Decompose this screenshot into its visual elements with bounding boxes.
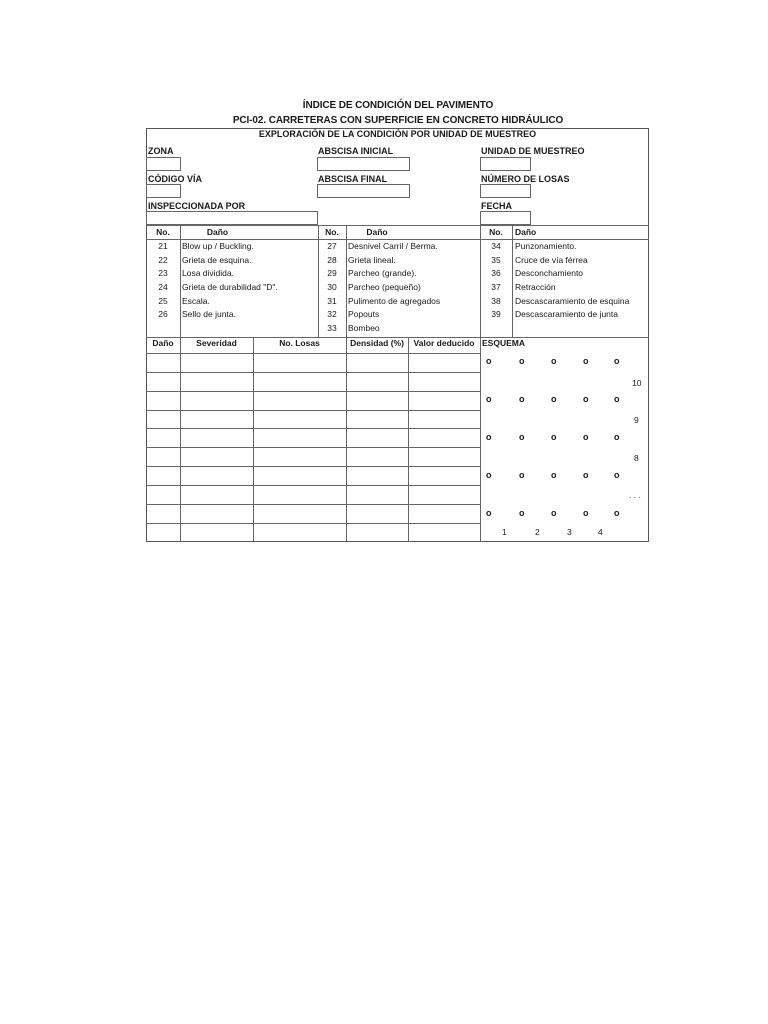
label-inspeccionada-por: INSPECCIONADA POR: [148, 201, 246, 211]
label-unidad-muestreo: UNIDAD DE MUESTREO: [481, 146, 585, 156]
damage-no: 37: [491, 282, 501, 292]
col-dano-header-1: Daño: [206, 227, 229, 237]
label-numero-losas: NÚMERO DE LOSAS: [481, 174, 570, 184]
label-zona: ZONA: [148, 146, 174, 156]
damage-no: 34: [491, 241, 501, 251]
slab-dot: o: [551, 508, 557, 518]
damage-no: 31: [327, 296, 337, 306]
damage-desc: Grieta lineal.: [348, 255, 396, 265]
damage-no: 38: [491, 296, 501, 306]
damage-no: 25: [158, 296, 168, 306]
record-header-dano: Daño: [152, 338, 174, 348]
damage-desc: Parcheo (grande).: [348, 268, 417, 278]
esquema-title: ESQUEMA: [482, 338, 525, 348]
slab-dot: o: [519, 508, 525, 518]
record-header-no-losas: No. Losas: [279, 338, 320, 348]
damage-desc: Grieta de esquina.: [182, 255, 252, 265]
damage-no: 30: [327, 282, 337, 292]
input-codigo-via[interactable]: [146, 184, 181, 198]
input-unidad-muestreo[interactable]: [480, 157, 531, 171]
slab-dot: o: [486, 432, 492, 442]
damage-desc: Parcheo (pequeño): [348, 282, 421, 292]
damage-desc: Pulimento de agregados: [348, 296, 441, 306]
slab-dot: o: [583, 394, 589, 404]
damage-no: 21: [158, 241, 168, 251]
slab-dot: o: [551, 470, 557, 480]
record-header-severidad: Severidad: [196, 338, 237, 348]
form-title: ÍNDICE DE CONDICIÓN DEL PAVIMENTO: [302, 100, 494, 111]
col-no-header-3: No.: [489, 227, 503, 237]
label-abscisa-inicial: ABSCISA INICIAL: [318, 146, 394, 156]
damage-desc: Escala.: [182, 296, 210, 306]
slab-dot: o: [519, 394, 525, 404]
slab-dot: o: [583, 356, 589, 366]
damage-desc: Desnivel Carril / Berma.: [348, 241, 438, 251]
slab-dot: o: [519, 470, 525, 480]
damage-desc: Descascaramiento de esquina: [515, 296, 630, 306]
esquema-col-label: 1: [502, 527, 507, 537]
slab-dot: o: [486, 470, 492, 480]
record-header-densidad: Densidad (%): [350, 338, 404, 348]
damage-desc: Retracción: [515, 282, 556, 292]
slab-dot: o: [486, 394, 492, 404]
slab-dot: o: [583, 432, 589, 442]
damage-no: 26: [158, 309, 168, 319]
input-abscisa-inicial[interactable]: [317, 157, 410, 171]
damage-desc: Cruce de vía férrea: [515, 255, 588, 265]
esquema-row-label: . . .: [629, 490, 641, 500]
slab-dot: o: [486, 356, 492, 366]
slab-dot: o: [551, 394, 557, 404]
damage-no: 22: [158, 255, 168, 265]
damage-no: 35: [491, 255, 501, 265]
slab-dot: o: [583, 470, 589, 480]
esquema-row-label: 8: [634, 453, 639, 463]
esquema-col-label: 2: [535, 527, 540, 537]
damage-no: 27: [327, 241, 337, 251]
col-dano-header-3: Daño: [515, 227, 537, 237]
damage-desc: Desconchamiento: [515, 268, 584, 278]
damage-no: 33: [327, 323, 337, 333]
label-fecha: FECHA: [481, 201, 512, 211]
slab-dot: o: [614, 470, 620, 480]
label-abscisa-final: ABSCISA FINAL: [318, 174, 388, 184]
slab-dot: o: [486, 508, 492, 518]
input-fecha[interactable]: [480, 211, 531, 225]
record-header-valor-deducido: Valor deducido: [413, 338, 475, 348]
slab-dot: o: [519, 356, 525, 366]
damage-no: 32: [327, 309, 337, 319]
damage-desc: Blow up / Buckling.: [182, 241, 254, 251]
slab-dot: o: [519, 432, 525, 442]
damage-no: 24: [158, 282, 168, 292]
form-subtitle: PCI-02. CARRETERAS CON SUPERFICIE EN CONCRETO HIDRÁULICO: [232, 115, 564, 126]
label-codigo-via: CÓDIGO VÍA: [148, 174, 203, 184]
slab-dot: o: [614, 432, 620, 442]
esquema-col-label: 3: [567, 527, 572, 537]
damage-no: 28: [327, 255, 337, 265]
damage-no: 23: [158, 268, 168, 278]
col-no-header-1: No.: [156, 227, 170, 237]
damage-desc: Popouts: [348, 309, 380, 319]
esquema-row-label: 10: [632, 378, 642, 388]
col-dano-header-2: Daño: [366, 227, 388, 237]
input-abscisa-final[interactable]: [317, 184, 410, 198]
esquema-row-label: 9: [634, 415, 639, 425]
damage-no: 39: [491, 309, 501, 319]
damage-desc: Sello de junta.: [182, 309, 236, 319]
damage-desc: Losa dividida.: [182, 268, 234, 278]
input-numero-losas[interactable]: [480, 184, 531, 198]
col-no-header-2: No.: [325, 227, 339, 237]
section-title: EXPLORACIÓN DE LA CONDICIÓN POR UNIDAD DE MUESTREO: [258, 129, 537, 139]
slab-dot: o: [551, 432, 557, 442]
damage-desc: Grieta de durabilidad "D".: [182, 282, 278, 292]
damage-no: 36: [491, 268, 501, 278]
slab-dot: o: [583, 508, 589, 518]
damage-desc: Descascaramiento de junta: [515, 309, 619, 319]
damage-desc: Punzonamiento.: [515, 241, 577, 251]
slab-dot: o: [551, 356, 557, 366]
slab-dot: o: [614, 356, 620, 366]
input-inspeccionada-por[interactable]: [146, 211, 318, 225]
damage-no: 29: [327, 268, 337, 278]
esquema-col-label: 4: [598, 527, 603, 537]
damage-desc: Bombeo: [348, 323, 380, 333]
slab-dot: o: [614, 508, 620, 518]
input-zona[interactable]: [146, 157, 181, 171]
slab-dot: o: [614, 394, 620, 404]
